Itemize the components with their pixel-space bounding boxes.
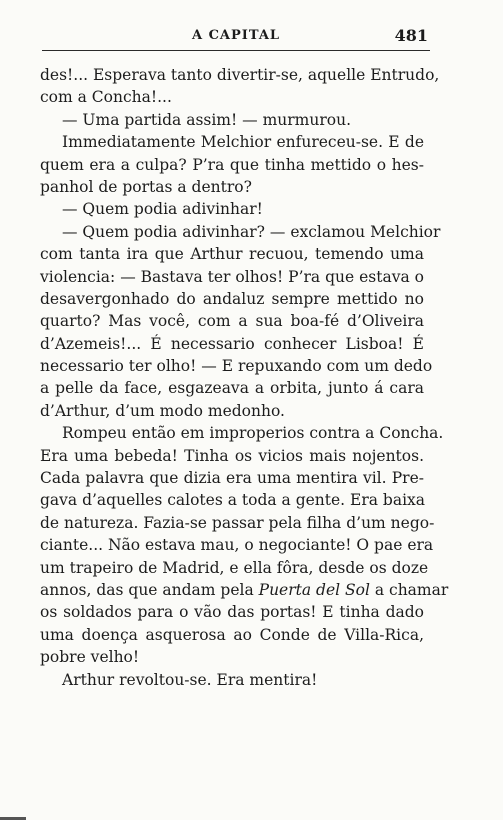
- text-line: — Uma partida assim! — murmurou.: [62, 110, 352, 129]
- text-line: annos, das que andam pela Puerta del Sol a chamar: [40, 580, 449, 599]
- running-header: [42, 26, 430, 48]
- text-line: Cada palavra que dizia era uma mentira vil. Pre-: [40, 469, 424, 488]
- text-line: com a Concha!...: [40, 88, 172, 107]
- text-line: violencia: — Bastava ter olhos! P’ra que estava o: [40, 267, 424, 286]
- text-line: des!... Esperava tanto divertir-se, aquelle Entrudo,: [40, 66, 440, 84]
- text-line: um trapeiro de Madrid, e ella fôra, desde os doze: [40, 558, 429, 577]
- text-line: os soldados para o vão das portas! E tinha dado: [40, 603, 424, 622]
- text-line: Rompeu então em improperios contra a Concha.: [62, 424, 444, 443]
- text-line: quem era a culpa? P’ra que tinha mettido o hes-: [40, 155, 424, 174]
- header-rule: [42, 50, 430, 51]
- text-line: uma doença asquerosa ao Conde de Villa-Rica,: [40, 625, 424, 644]
- body-text: [40, 64, 449, 691]
- text-line: Era uma bebeda! Tinha os vicios mais nojentos.: [40, 446, 424, 465]
- text-line: quarto? Mas você, com a sua boa-fé d’Oliveira: [40, 312, 424, 331]
- text-line: gava d’aquelles calotes a toda a gente. Era baixa: [40, 491, 426, 510]
- text-line: necessario ter olho! — E repuxando com um dedo: [40, 357, 433, 376]
- text-line: panhol de portas a dentro?: [40, 177, 252, 196]
- running-title: A CAPITAL: [191, 28, 281, 43]
- text-line: Immediatamente Melchior enfureceu-se. E de: [62, 133, 424, 152]
- text-line: desavergonhado do andaluz sempre mettido no: [40, 289, 424, 308]
- text-line: ciante... Não estava mau, o negociante! O pae era: [40, 536, 434, 555]
- text-line: pobre velho!: [40, 648, 140, 667]
- text-line: — Quem podia adivinhar!: [62, 200, 263, 219]
- text-line: d’Arthur, d’um modo medonho.: [40, 401, 285, 420]
- text-line: a pelle da face, esgazeava a orbita, junto á cara: [40, 379, 424, 398]
- text-line: de natureza. Fazia-se passar pela filha d’um nego-: [40, 513, 435, 532]
- text-line: com tanta ira que Arthur recuou, temendo uma: [40, 245, 424, 264]
- text-line: — Quem podia adivinhar? — exclamou Melchior: [62, 222, 441, 241]
- page-number: 481: [394, 26, 428, 45]
- text-line: Arthur revoltou-se. Era mentira!: [62, 670, 318, 689]
- text-line: d’Azemeis!... É necessario conhecer Lisboa! É: [40, 334, 424, 353]
